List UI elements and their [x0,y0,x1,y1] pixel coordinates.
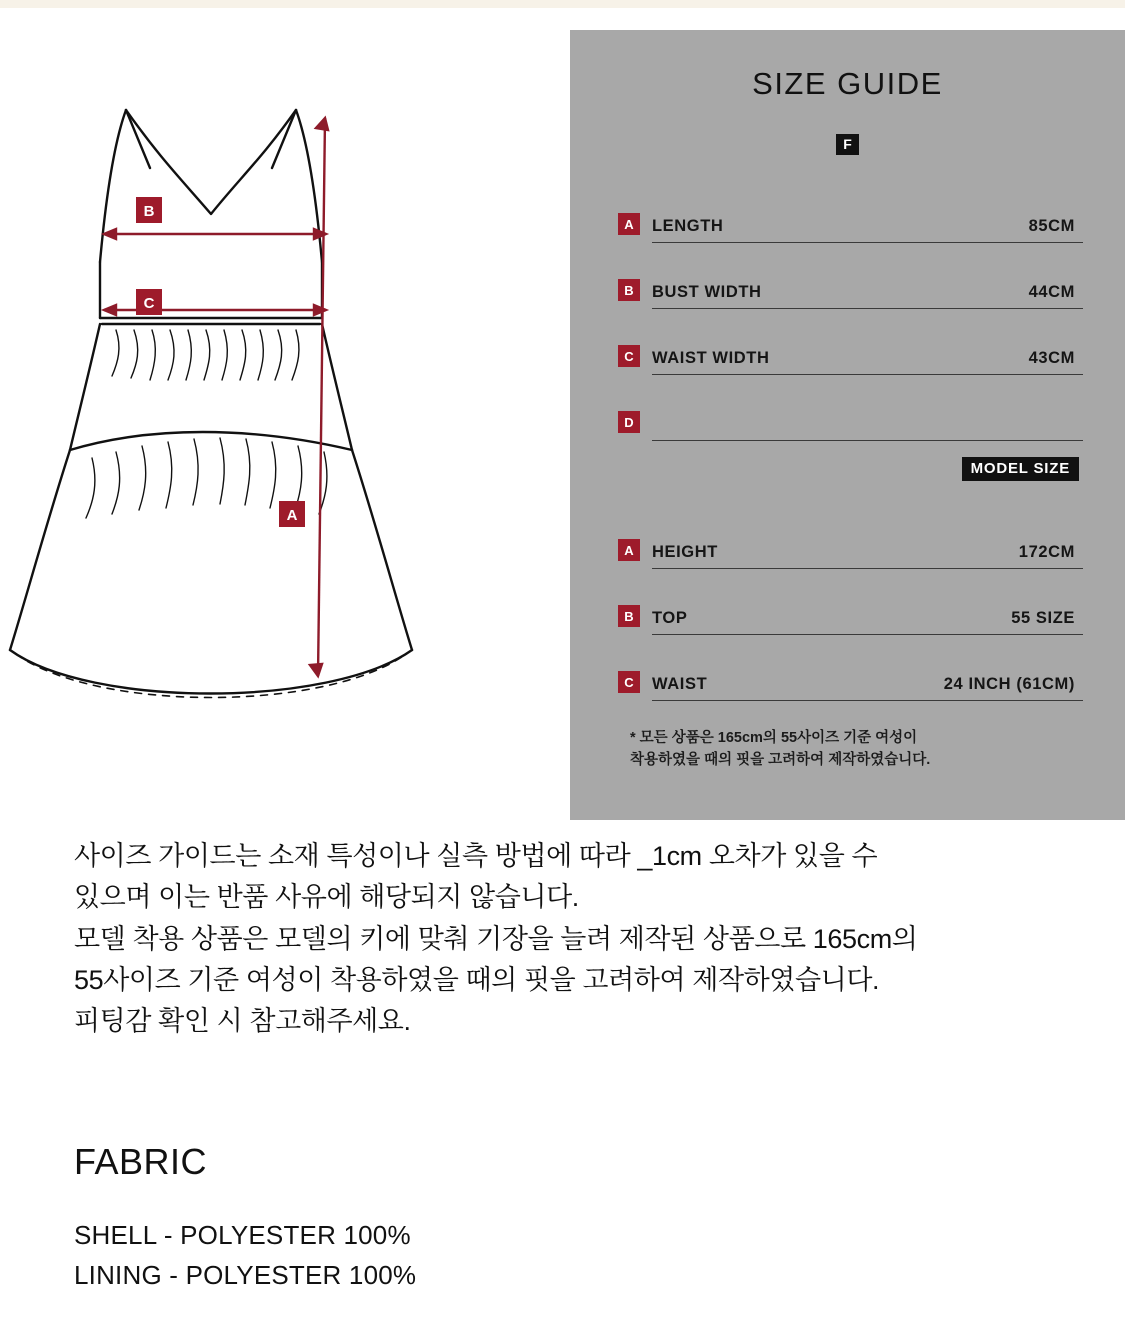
korean-notice [74,836,1064,1042]
page-content [0,8,1125,1324]
table-row [618,309,1083,375]
table-row [618,375,1083,441]
row-content [652,340,1083,375]
table-row [618,569,1083,635]
notice-line-4: 55사이즈 기준 여성이 착용하였을 때의 핏을 고려하여 제작하였습니다. [74,964,880,995]
measurement-rows [570,177,1125,441]
fabric-lining: LINING - POLYESTER 100% [74,1260,417,1291]
notice-line-3: 모델 착용 상품은 모델의 키에 맞춰 기장을 늘려 제작된 상품으로 165cm의 [74,923,918,954]
row-tag: B [618,605,640,627]
table-row [618,177,1083,243]
notice-line-1: 사이즈 가이드는 소재 특성이나 실측 방법에 따라 _1cm 오차가 있을 수 [74,841,878,871]
row-label: HEIGHT [652,543,718,561]
svg-text:C: C [143,295,155,312]
row-tag: A [618,539,640,561]
row-content [652,534,1083,569]
row-tag: C [618,671,640,693]
size-guide-section [0,18,1125,818]
row-label: TOP [652,609,688,627]
notice-line-2: 있으며 이는 반품 사유에 해당되지 않습니다. [74,882,579,913]
row-content [652,406,1083,441]
note-line-1: * 모든 상품은 165cm의 55사이즈 기준 여성이 [630,730,918,746]
row-content [652,666,1083,701]
fabric-heading: FABRIC [74,1141,208,1182]
top-strip [0,0,1125,8]
row-value: 55 SIZE [1011,609,1075,627]
table-row [618,635,1083,701]
table-row [618,503,1083,569]
row-value: 43CM [1028,349,1075,367]
row-label: BUST WIDTH [652,283,762,301]
row-content [652,274,1083,309]
note-line-2: 착용하였을 때의 핏을 고려하여 제작하였습니다. [630,752,931,769]
row-value: 24 INCH (61CM) [943,675,1075,693]
row-content [652,600,1083,635]
fabric-shell: SHELL - POLYESTER 100% [74,1220,411,1250]
row-label: LENGTH [652,217,724,235]
size-guide-note [570,701,1125,772]
row-value: 85CM [1028,217,1075,235]
size-guide-panel [570,30,1125,820]
row-tag: A [618,213,640,235]
row-tag: C [618,345,640,367]
model-size-header [570,447,1125,481]
model-size-rows [570,503,1125,701]
row-label: WAIST [652,675,708,693]
size-guide-title: SIZE GUIDE [752,66,943,101]
row-tag: B [618,279,640,301]
size-chip-f: F [836,134,859,155]
svg-text:A: A [286,507,298,524]
svg-text:B: B [143,203,155,220]
garment-sketch [0,18,570,818]
fabric-details [74,1215,416,1296]
notice-line-5: 피팅감 확인 시 참고해주세요. [74,1006,411,1037]
row-content [652,208,1083,243]
row-label: WAIST WIDTH [652,349,770,367]
size-column-header [570,134,1125,155]
row-tag: D [618,411,640,433]
row-value: 44CM [1028,283,1075,301]
model-size-chip: MODEL SIZE [962,457,1079,481]
row-value: 172CM [1018,543,1075,561]
table-row [618,243,1083,309]
